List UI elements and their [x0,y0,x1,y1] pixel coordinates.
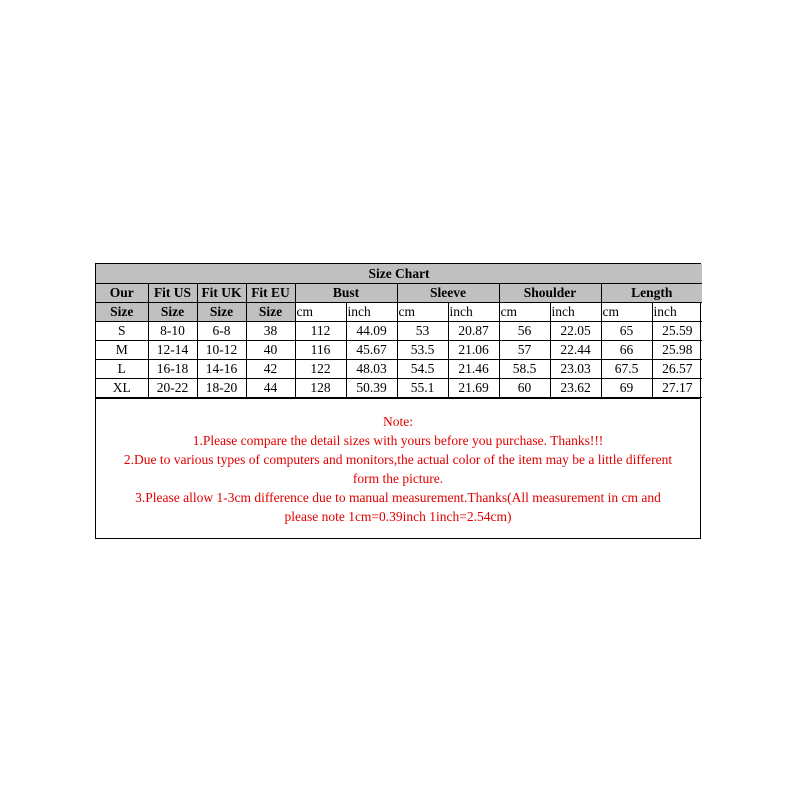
row-shoulder-inch: 23.62 [550,379,601,398]
row-fit-eu: 40 [246,341,295,360]
note-line: 1.Please compare the detail sizes with yours before you purchase. Thanks!!! [192,433,604,448]
unit-shoulder-inch: inch [550,303,601,322]
row-size: L [96,360,148,379]
row-fit-uk: 18-20 [197,379,246,398]
row-fit-eu: 44 [246,379,295,398]
row-bust-inch: 48.03 [346,360,397,379]
row-fit-us: 16-18 [148,360,197,379]
unit-shoulder-cm: cm [499,303,550,322]
row-bust-cm: 122 [295,360,346,379]
notes-section [96,398,700,538]
unit-bust-cm: cm [295,303,346,322]
row-shoulder-cm: 57 [499,341,550,360]
header-fit-eu: Fit EU [246,284,295,303]
row-fit-us: 12-14 [148,341,197,360]
row-size: XL [96,379,148,398]
note-line: 3.Please allow 1-3cm difference due to manual measurement.Thanks(All measurement in cm and [135,490,661,505]
chart-title: Size Chart [96,264,702,284]
header-fit-us: Fit US [148,284,197,303]
size-chart [95,263,701,539]
row-sleeve-inch: 20.87 [448,322,499,341]
header-fit-uk: Fit UK [197,284,246,303]
header-length: Length [601,284,702,303]
row-bust-inch: 45.67 [346,341,397,360]
unit-sleeve-inch: inch [448,303,499,322]
row-bust-inch: 44.09 [346,322,397,341]
note-line: form the picture. [352,471,444,486]
row-shoulder-cm: 60 [499,379,550,398]
header-fit-uk-2: Size [197,303,246,322]
header-fit-eu-2: Size [246,303,295,322]
row-length-cm: 66 [601,341,652,360]
row-shoulder-cm: 58.5 [499,360,550,379]
row-length-inch: 27.17 [652,379,702,398]
row-length-cm: 65 [601,322,652,341]
header-shoulder: Shoulder [499,284,601,303]
row-sleeve-cm: 54.5 [397,360,448,379]
note-line: please note 1cm=0.39inch 1inch=2.54cm) [284,509,512,524]
row-fit-us: 8-10 [148,322,197,341]
header-fit-us-2: Size [148,303,197,322]
row-bust-cm: 116 [295,341,346,360]
header-bust: Bust [295,284,397,303]
row-fit-uk: 14-16 [197,360,246,379]
row-length-inch: 25.98 [652,341,702,360]
row-sleeve-inch: 21.06 [448,341,499,360]
row-length-cm: 67.5 [601,360,652,379]
size-chart-table [96,264,702,398]
header-sleeve: Sleeve [397,284,499,303]
row-bust-cm: 112 [295,322,346,341]
row-length-inch: 26.57 [652,360,702,379]
unit-bust-inch: inch [346,303,397,322]
header-our-size: Our [96,284,148,303]
row-size: S [96,322,148,341]
table-row [96,379,702,398]
table-row [96,360,702,379]
row-sleeve-inch: 21.46 [448,360,499,379]
note-line: 2.Due to various types of computers and monitors,the actual color of the item may be a little different [123,452,673,467]
row-length-inch: 25.59 [652,322,702,341]
notes-heading: Note: [383,414,413,429]
header-our-size-2: Size [96,303,148,322]
row-fit-eu: 42 [246,360,295,379]
unit-length-cm: cm [601,303,652,322]
row-sleeve-cm: 53 [397,322,448,341]
row-bust-inch: 50.39 [346,379,397,398]
table-row [96,341,702,360]
row-shoulder-inch: 22.44 [550,341,601,360]
row-shoulder-inch: 23.03 [550,360,601,379]
row-bust-cm: 128 [295,379,346,398]
unit-length-inch: inch [652,303,702,322]
row-sleeve-cm: 53.5 [397,341,448,360]
row-fit-eu: 38 [246,322,295,341]
row-fit-uk: 6-8 [197,322,246,341]
unit-sleeve-cm: cm [397,303,448,322]
row-length-cm: 69 [601,379,652,398]
row-fit-uk: 10-12 [197,341,246,360]
row-size: M [96,341,148,360]
row-fit-us: 20-22 [148,379,197,398]
row-sleeve-inch: 21.69 [448,379,499,398]
row-sleeve-cm: 55.1 [397,379,448,398]
row-shoulder-cm: 56 [499,322,550,341]
row-shoulder-inch: 22.05 [550,322,601,341]
table-row [96,322,702,341]
